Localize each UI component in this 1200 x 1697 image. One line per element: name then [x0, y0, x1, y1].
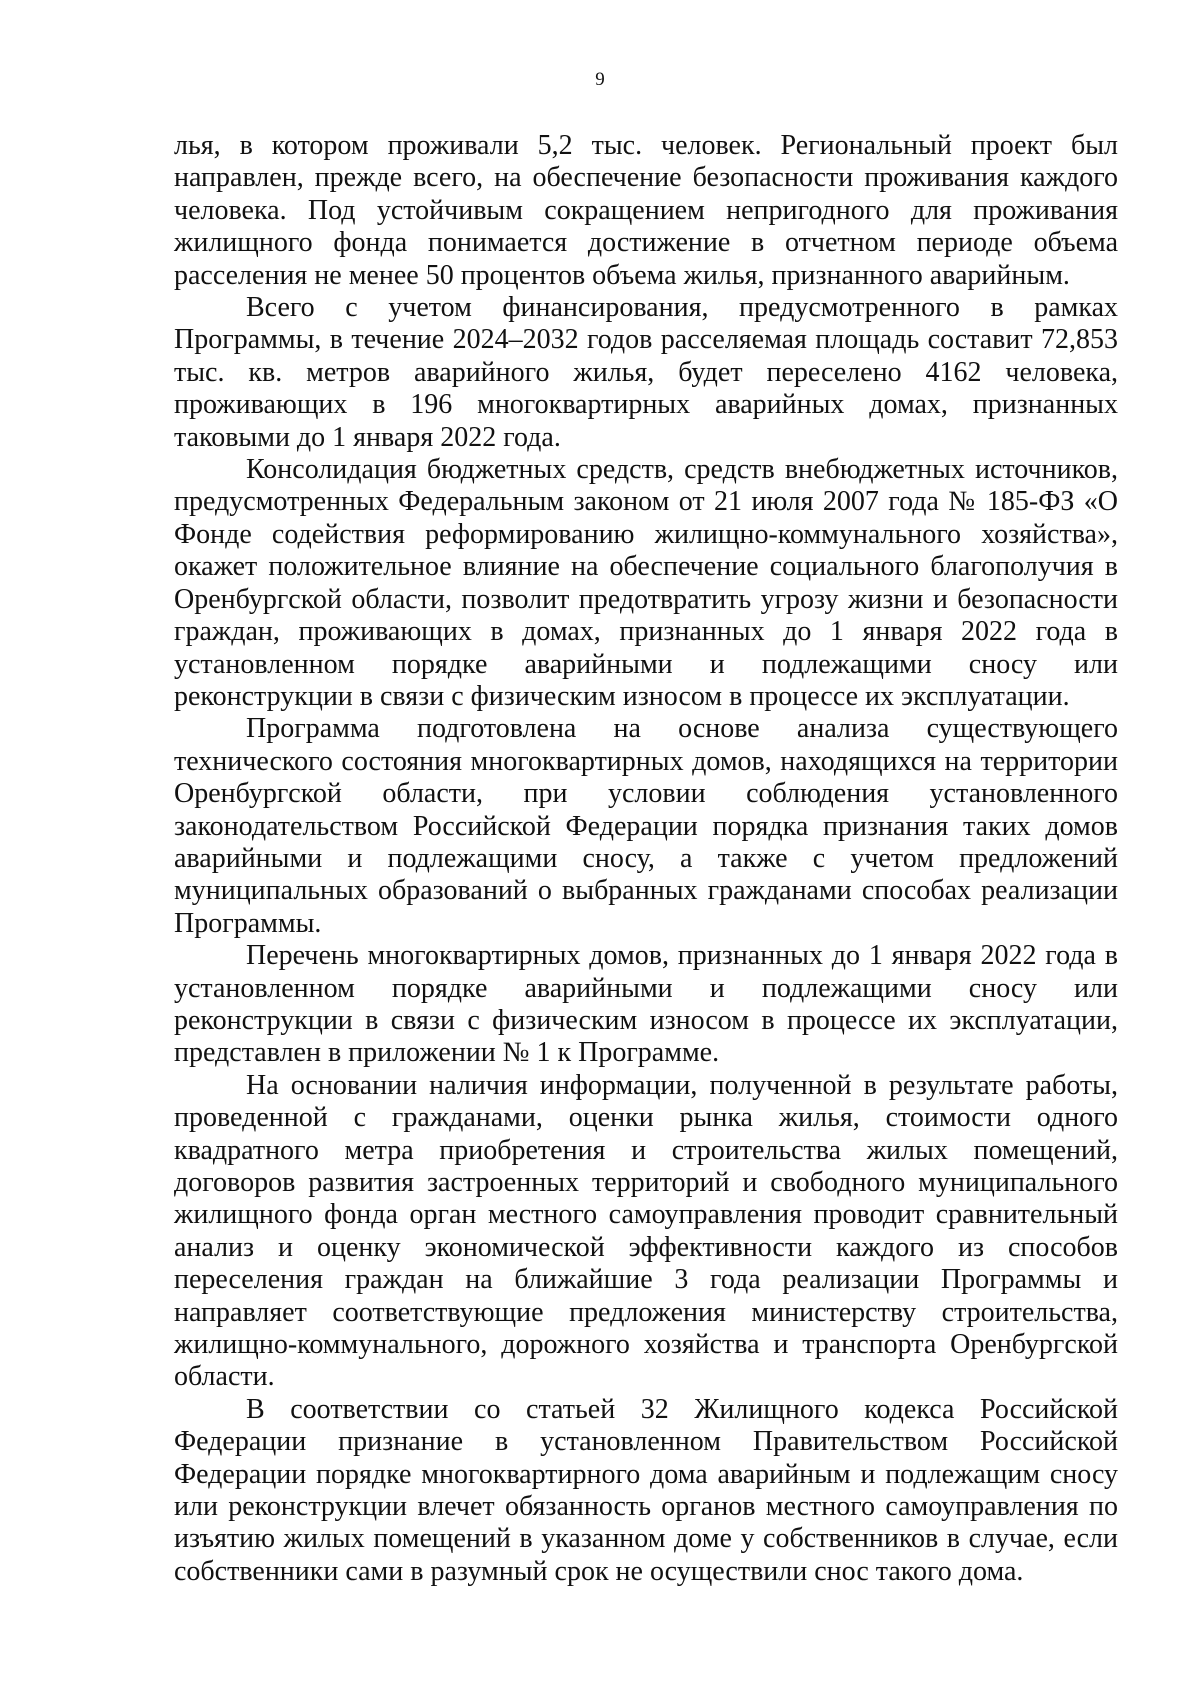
paragraph-houses-list: Перечень многоквартирных домов, признанных до 1 января 2022 года в установленном порядке аварийными и подлежащими сносу или реконструкции в связи с физическим износом в процессе их эксплуатации, представлен в приложении № 1 к Программе.	[174, 940, 1118, 1069]
page-number: 9	[595, 69, 605, 90]
document-body	[174, 130, 1118, 1588]
paragraph-continued: лья, в котором проживали 5,2 тыс. человек. Региональный проект был направлен, прежде всего, на обеспечение безопасности проживания каждого человека. Под устойчивым сокращением непригодного для проживания жилищного фонда понимается достижение в отчетном периоде объема расселения не менее 50 процентов объема жилья, признанного аварийным.	[174, 130, 1118, 291]
paragraph-program-funding: Всего с учетом финансирования, предусмотренного в рамках Программы, в течение 2024–2032 годов расселяемая площадь составит 72,853 тыс. кв. метров аварийного жилья, будет переселено 4162 человека, проживающих в 196 многоквартирных аварийных домах, признанных таковыми до 1 января 2022 года.	[174, 292, 1118, 453]
paragraph-program-basis: Программа подготовлена на основе анализа существующего технического состояния многоквартирных домов, находящихся на территории Оренбургской области, при условии соблюдения установленного законодательством Российской Федерации порядка признания таких домов аварийными и подлежащими сносу, а также с учетом предложений муниципальных образований о выбранных гражданами способах реализации Программы.	[174, 713, 1118, 939]
paragraph-comparative-analysis: На основании наличия информации, полученной в результате работы, проведенной с гражданами, оценки рынка жилья, стоимости одного квадратного метра приобретения и строительства жилых помещений, договоров развития застроенных территорий и свободного муниципального жилищного фонда орган местного самоуправления проводит сравнительный анализ и оценку экономической эффективности каждого из способов переселения граждан на ближайшие 3 года реализации Программы и направляет соответствующие предложения министерству строительства, жилищно-коммунального, дорожного хозяйства и транспорта Оренбургской области.	[174, 1069, 1118, 1393]
paragraph-housing-code: В соответствии со статьей 32 Жилищного кодекса Российской Федерации признание в установленном Правительством Российской Федерации порядке многоквартирного дома аварийным и подлежащим сносу или реконструкции влечет обязанность органов местного самоуправления по изъятию жилых помещений в указанном доме у собственников в случае, если собственники сами в разумный срок не осуществили снос такого дома.	[174, 1393, 1118, 1587]
paragraph-budget-consolidation: Консолидация бюджетных средств, средств внебюджетных источников, предусмотренных Федеральным законом от 21 июля 2007 года № 185-ФЗ «О Фонде содействия реформированию жилищно-коммунального хозяйства», окажет положительное влияние на обеспечение социального благополучия в Оренбургской области, позволит предотвратить угрозу жизни и безопасности граждан, проживающих в домах, признанных до 1 января 2022 года в установленном порядке аварийными и подлежащими сносу или реконструкции в связи с физическим износом в процессе их эксплуатации.	[174, 454, 1118, 712]
